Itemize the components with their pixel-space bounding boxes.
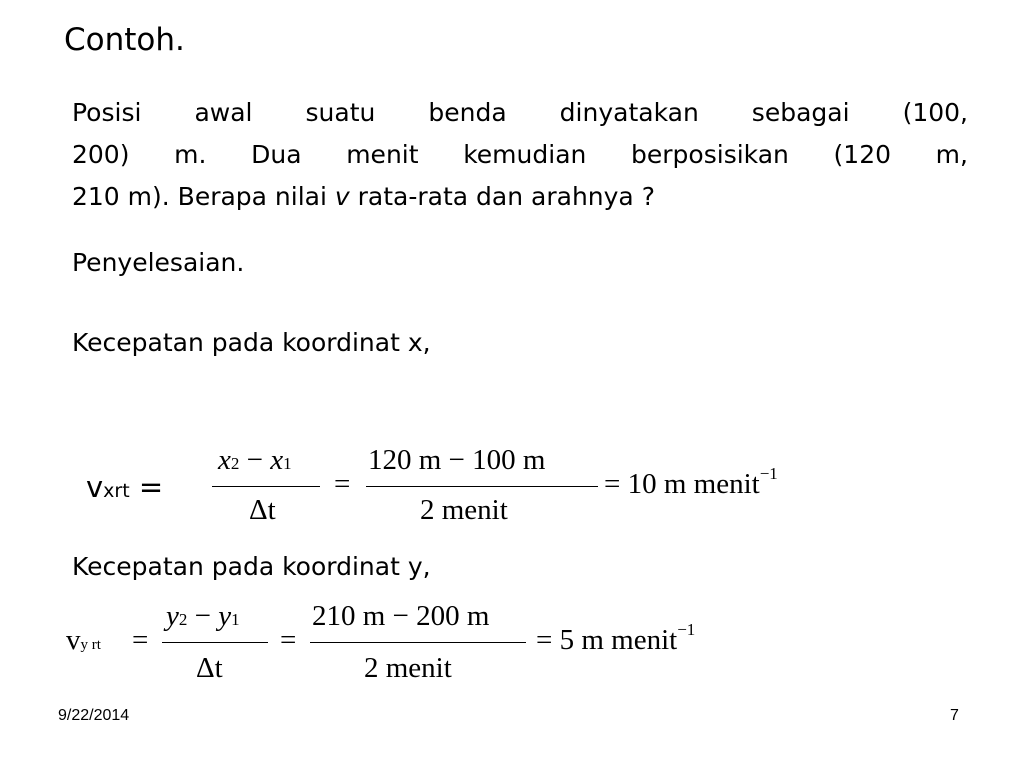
- eqy-frac2-bar: [310, 642, 526, 643]
- eqx-frac1-bar: [212, 486, 320, 487]
- solution-label: Penyelesaian.: [72, 248, 245, 277]
- eqx-lhs-symbol: v: [86, 470, 104, 504]
- eqy-result-exp: −1: [677, 620, 696, 639]
- eqy-equals-2: =: [280, 624, 297, 656]
- eqy-equals-1: =: [132, 624, 149, 656]
- eqx-lhs: [86, 470, 163, 504]
- eqx-result-exp: −1: [759, 464, 778, 483]
- eqx-frac2-bar: [366, 486, 598, 487]
- eqx-lhs-equals: =: [129, 470, 164, 504]
- eqy-y2-sub: 2: [178, 610, 188, 629]
- eqy-minus: −: [194, 600, 211, 632]
- eqx-x2-sub: 2: [230, 454, 240, 473]
- eqx-minus: −: [246, 444, 263, 476]
- problem-line-3: [72, 176, 968, 218]
- eqy-lhs: [66, 624, 101, 657]
- page-number: 7: [950, 707, 959, 724]
- eqx-frac2-numerator: 120 m − 100 m: [368, 444, 546, 476]
- problem-line-1: Posisi awal suatu benda dinyatakan sebagai (100,: [72, 98, 968, 127]
- slide-title: Contoh.: [64, 22, 185, 58]
- footer-date: 9/22/2014: [58, 707, 130, 724]
- eqy-lhs-symbol: v: [66, 624, 81, 656]
- eqx-frac1-numerator: [218, 444, 292, 477]
- problem-line-3-head: 210 m). Berapa nilai: [72, 182, 335, 211]
- eqy-frac2-numerator: 210 m − 200 m: [312, 600, 490, 632]
- eqy-frac1-bar: [162, 642, 268, 643]
- eqy-frac1-denominator: Δt: [196, 652, 223, 684]
- eqx-result-value: = 10 m menit: [604, 468, 760, 500]
- problem-statement: [72, 92, 968, 218]
- eqy-y1-sub: 1: [231, 610, 240, 629]
- problem-line-2: 200) m. Dua menit kemudian berposisikan (120 m,: [72, 140, 968, 169]
- eqx-x1-sub: 1: [283, 454, 292, 473]
- eqx-result: [604, 464, 778, 501]
- eqx-lhs-subscript: xrt: [103, 480, 130, 502]
- eqy-lhs-subscript: y rt: [80, 637, 101, 653]
- eqy-y1: y: [218, 600, 232, 632]
- eqx-frac2-denominator: 2 menit: [420, 494, 508, 526]
- eqx-x1: x: [270, 444, 284, 476]
- eqy-y2: y: [166, 600, 179, 632]
- problem-line-3-tail: rata-rata dan arahnya ?: [349, 182, 655, 211]
- eqy-frac2-denominator: 2 menit: [364, 652, 452, 684]
- eqx-x2: x: [218, 444, 231, 476]
- velocity-variable: v: [334, 182, 350, 211]
- eqx-equals: =: [334, 468, 351, 500]
- eqy-result: [536, 620, 696, 657]
- eqy-result-value: = 5 m menit: [536, 624, 678, 656]
- eqy-frac1-numerator: [166, 600, 240, 633]
- y-section-label: Kecepatan pada koordinat y,: [72, 552, 431, 581]
- eqx-frac1-denominator: Δt: [249, 494, 276, 526]
- x-section-label: Kecepatan pada koordinat x,: [72, 328, 431, 357]
